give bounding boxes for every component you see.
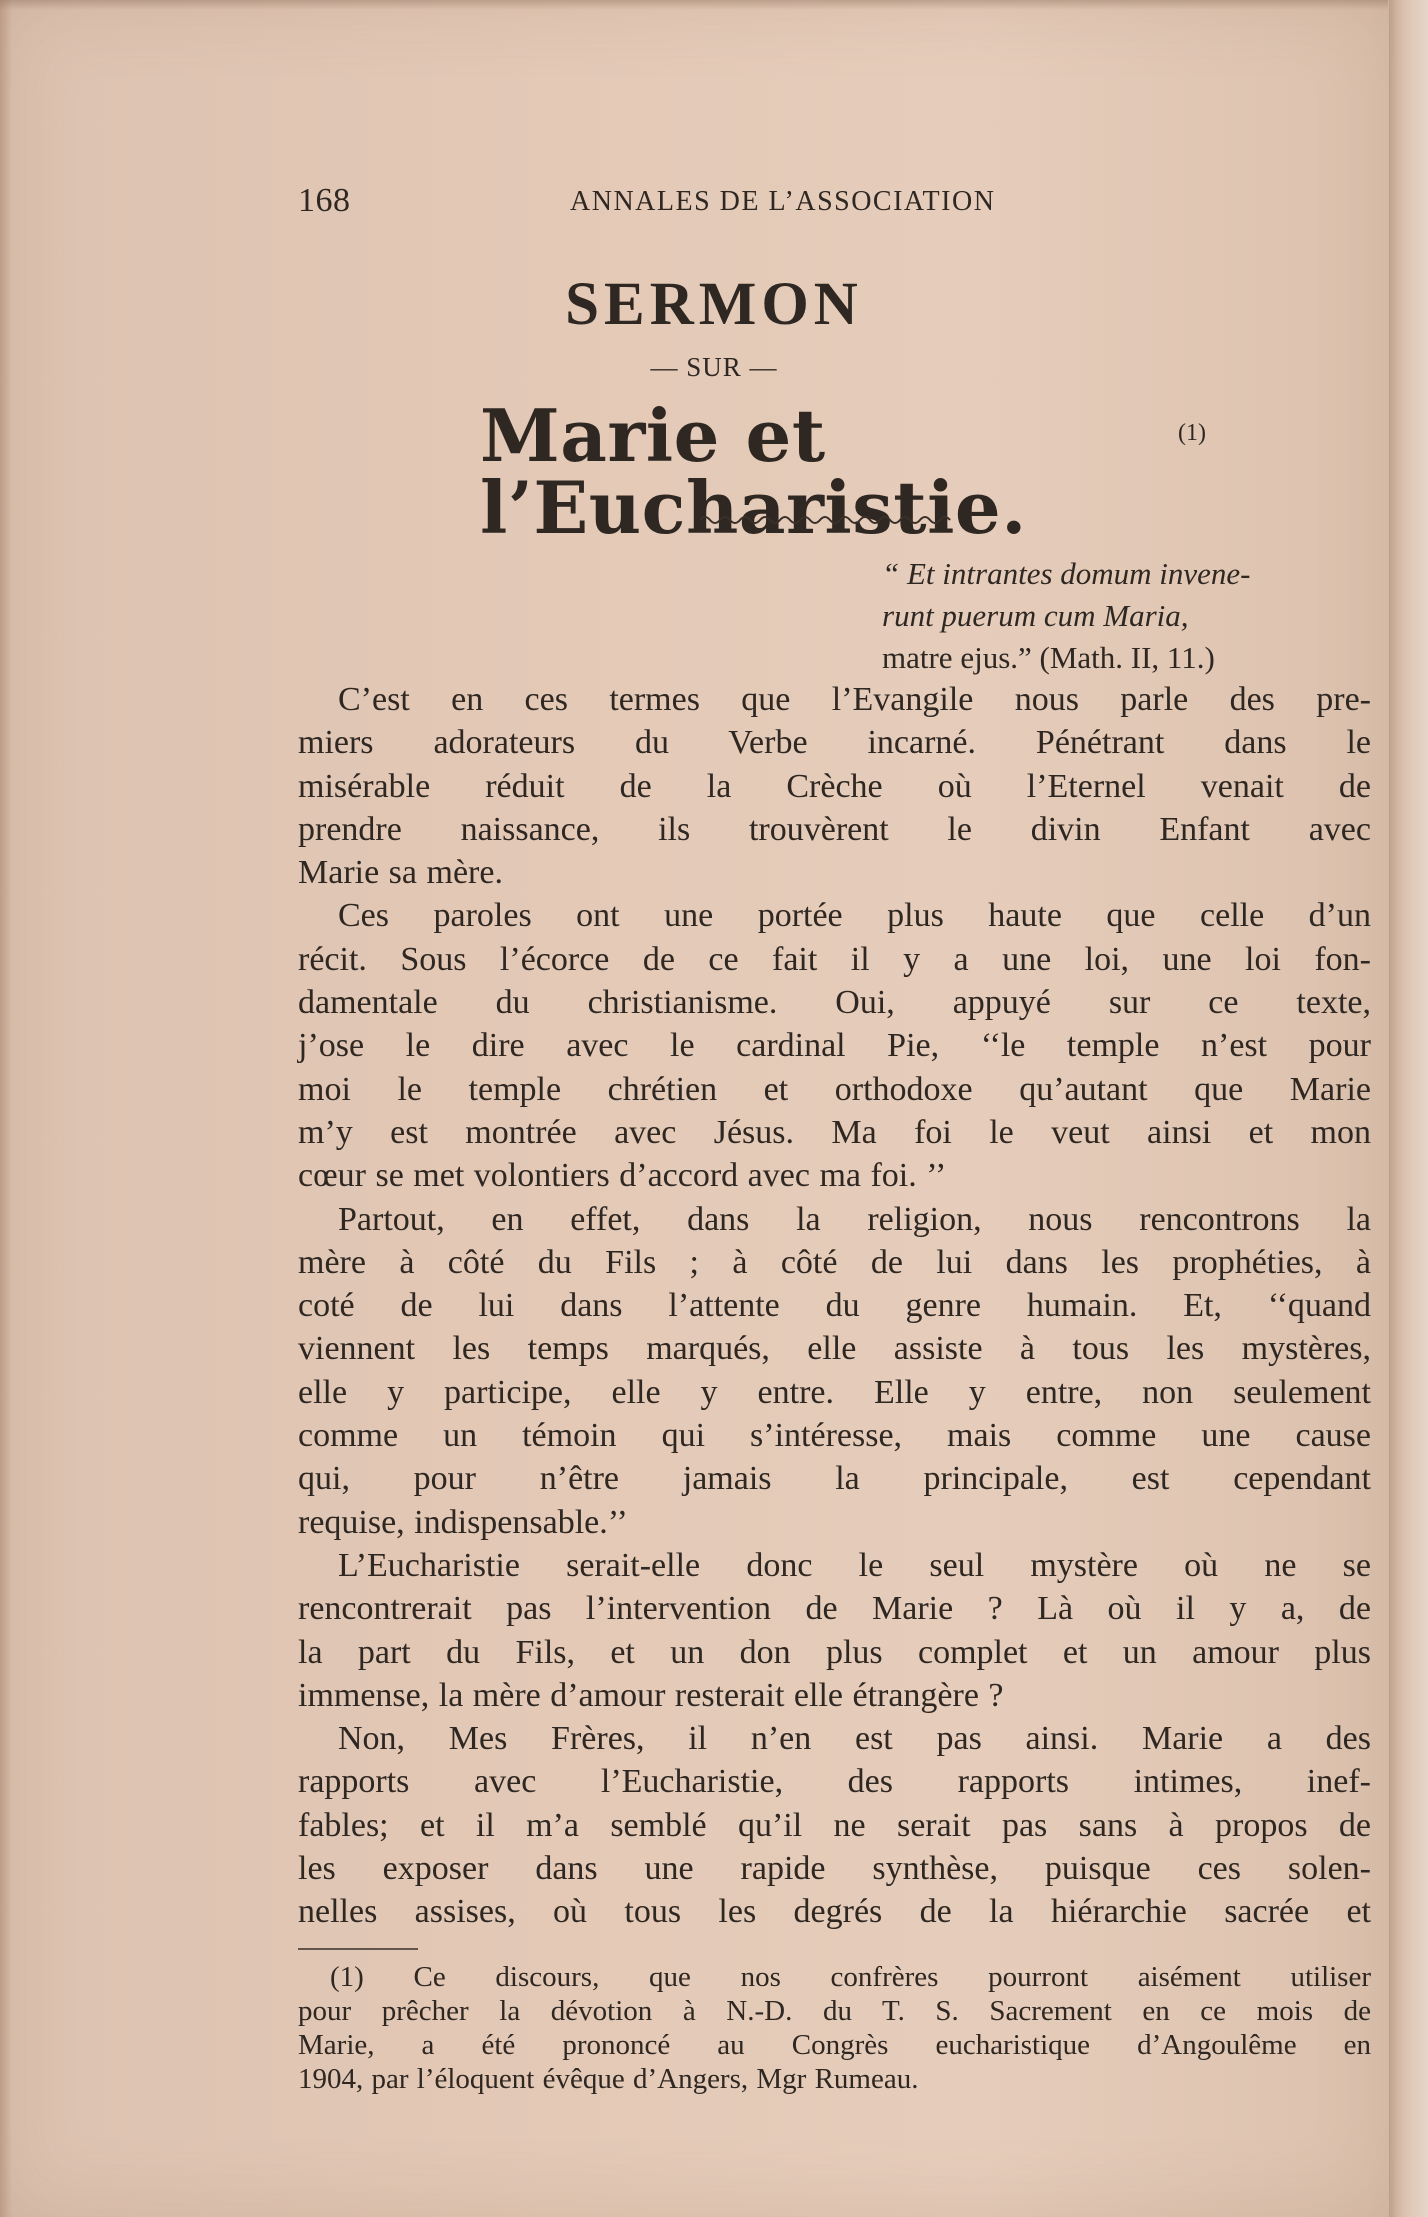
- sermon-body: [298, 678, 1371, 1934]
- body-line-2: miers adorateurs du Verbe incarné. Pénétrant dans le: [298, 724, 1371, 762]
- body-line-16: viennent les temps marqués, elle assiste à tous les mystères,: [298, 1330, 1371, 1368]
- body-line-12: cœur se met volontiers d’accord avec ma foi. ’’: [298, 1157, 947, 1195]
- body-line-18: comme un témoin qui s’intéresse, mais comme une cause: [298, 1417, 1371, 1455]
- body-line-22: rencontrerait pas l’intervention de Marie ? Là où il y a, de: [298, 1590, 1371, 1628]
- body-line-10: moi le temple chrétien et orthodoxe qu’autant que Marie: [298, 1070, 1371, 1108]
- body-line-28: les exposer dans une rapide synthèse, puisque ces solen-: [298, 1850, 1371, 1888]
- body-line-14: mère à côté du Fils ; à côté de lui dans les prophéties, à: [298, 1243, 1371, 1281]
- footnote-rule: [298, 1948, 418, 1950]
- body-line-26: rapports avec l’Eucharistie, des rapports intimes, inef-: [298, 1763, 1371, 1801]
- body-line-17: elle y participe, elle y entre. Elle y entre, non seulement: [298, 1373, 1371, 1411]
- body-line-24: immense, la mère d’amour resterait elle étrangère ?: [298, 1676, 1004, 1714]
- footnote-line-2: pour prêcher la dévotion à N.-D. du T. S. Sacrement en ce mois de: [298, 1995, 1371, 2027]
- body-line-13: Partout, en effet, dans la religion, nous rencontrons la: [338, 1200, 1371, 1238]
- epigraph: [882, 553, 1362, 679]
- title-note-marker: (1): [1178, 420, 1206, 446]
- body-line-23: la part du Fils, et un don plus complet et un amour plus: [298, 1633, 1371, 1671]
- body-line-19: qui, pour n’être jamais la principale, est cependant: [298, 1460, 1371, 1498]
- page-header: [298, 182, 1248, 222]
- body-line-29: nelles assises, où tous les degrés de la hiérarchie sacrée et: [298, 1893, 1371, 1931]
- epigraph-line-1: “ Et intrantes domum invene-: [882, 556, 1251, 591]
- body-line-1: C’est en ces termes que l’Evangile nous parle des pre-: [338, 681, 1371, 718]
- body-line-20: requise, indispensable.’’: [298, 1503, 628, 1541]
- top-edge-shadow: [0, 0, 1388, 10]
- body-line-6: Ces paroles ont une portée plus haute que celle d’un: [338, 897, 1371, 935]
- title-sermon: SERMON: [565, 271, 863, 338]
- body-line-21: L’Eucharistie serait-elle donc le seul mystère où ne se: [338, 1546, 1371, 1584]
- body-line-3: misérable réduit de la Crèche où l’Eternel venait de: [298, 767, 1371, 805]
- body-line-15: coté de lui dans l’attente du genre humain. Et, ‘‘quand: [298, 1287, 1371, 1325]
- body-line-5: Marie sa mère.: [298, 854, 503, 892]
- epigraph-line-2: runt puerum cum Maria,: [882, 598, 1189, 633]
- body-line-4: prendre naissance, ils trouvèrent le divin Enfant avec: [298, 810, 1371, 848]
- body-line-8: damentale du christianisme. Oui, appuyé sur ce texte,: [298, 984, 1371, 1022]
- page-number: 168: [298, 182, 351, 219]
- running-head: ANNALES DE L’ASSOCIATION: [570, 186, 996, 217]
- body-line-27: fables; et il m’a semblé qu’il ne serait pas sans à propos de: [298, 1806, 1371, 1844]
- title-theme: Marie et l’Eucharistie.: [480, 393, 1027, 550]
- footnote-line-4: 1904, par l’éloquent évêque d’Angers, Mgr Rumeau.: [298, 2063, 919, 2095]
- body-line-25: Non, Mes Frères, il n’en est pas ainsi. Marie a des: [338, 1720, 1371, 1758]
- body-line-7: récit. Sous l’écorce de ce fait il y a une loi, une loi fon-: [298, 940, 1371, 978]
- epigraph-line-3: matre ejus.” (Math. II, 11.): [882, 640, 1215, 675]
- title-sur: — SUR —: [650, 352, 778, 382]
- body-line-9: j’ose le dire avec le cardinal Pie, ‘‘le temple n’est pour: [298, 1027, 1371, 1065]
- body-line-11: m’y est montrée avec Jésus. Ma foi le veut ainsi et mon: [298, 1113, 1371, 1151]
- footnote-line-3: Marie, a été prononcé au Congrès eucharistique d’Angoulême en: [298, 2029, 1371, 2061]
- footnote-line-1: (1) Ce discours, que nos confrères pourront aisément utiliser: [330, 1961, 1371, 1993]
- decorative-wave-divider: [700, 512, 960, 528]
- footnote: [298, 1960, 1371, 2096]
